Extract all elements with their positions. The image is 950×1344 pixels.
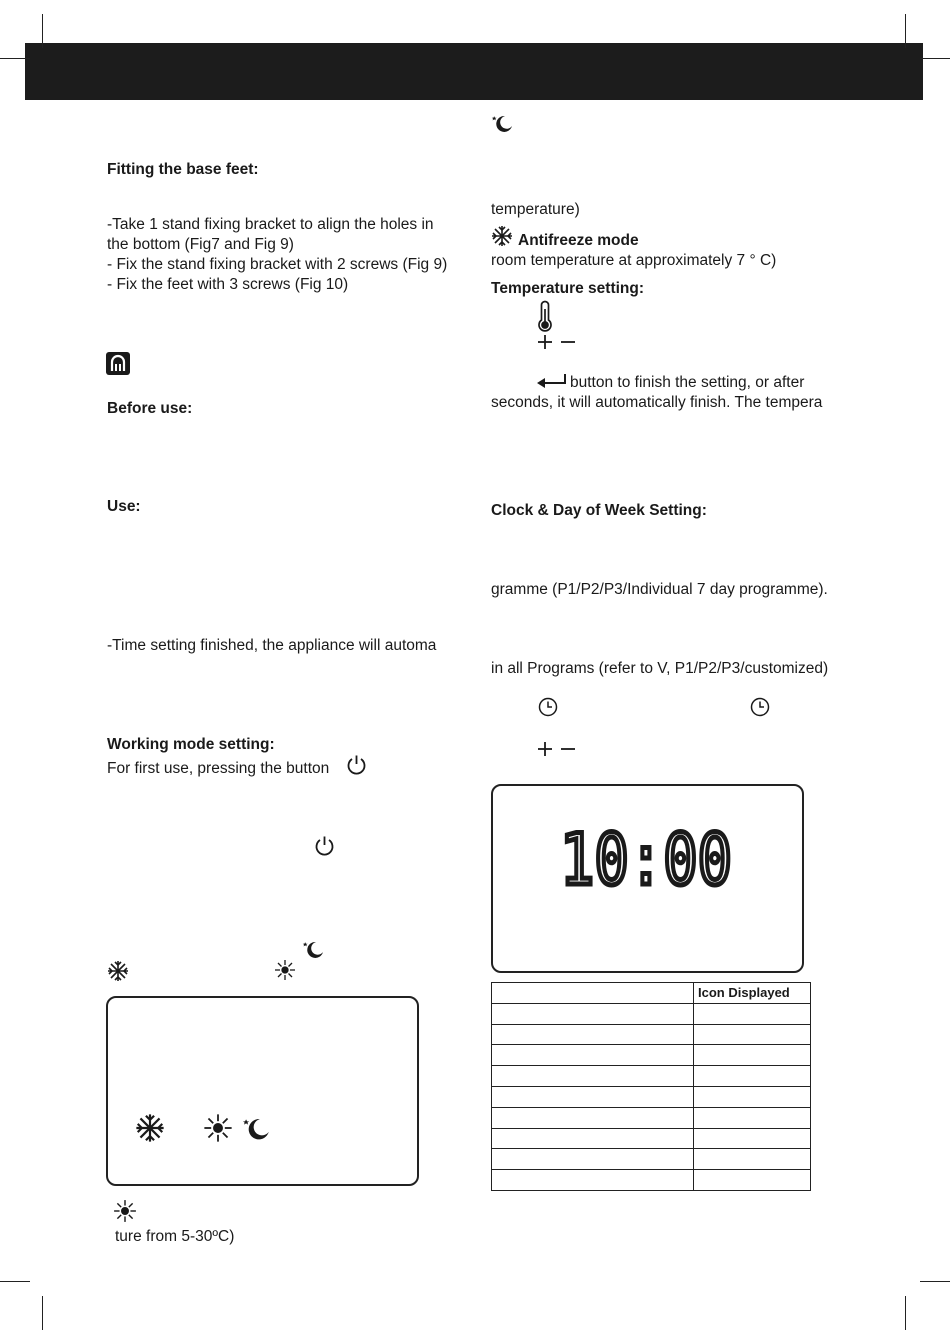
temperature-line: temperature) [491, 201, 580, 218]
fitting-step: the bottom (Fig7 and Fig 9) [107, 236, 294, 253]
fitting-step: -Take 1 stand fixing bracket to align the holes in [107, 216, 434, 233]
table-header-icon-displayed: Icon Displayed [694, 983, 811, 1004]
plus-icon [537, 334, 553, 350]
clock-heading: Clock & Day of Week Setting: [491, 502, 707, 519]
sun-icon [113, 1199, 137, 1223]
mode-display-panel [106, 996, 419, 1186]
moon-icon [302, 939, 324, 959]
crop-mark [920, 1281, 950, 1282]
moon-icon [491, 113, 513, 133]
table-row [492, 1003, 811, 1024]
fitting-step: - Fix the stand fixing bracket with 2 screws (Fig 9) [107, 256, 448, 273]
header-bar [25, 43, 923, 100]
working-mode-line: For first use, pressing the button [107, 760, 330, 777]
enter-line: button to finish the setting, or after [570, 374, 805, 391]
power-icon [346, 754, 367, 775]
temperature-range-line: ture from 5-30ºC) [115, 1228, 235, 1245]
snowflake-icon [135, 1113, 165, 1143]
table-row [492, 983, 811, 1004]
time-setting-line: -Time setting finished, the appliance will automa [107, 637, 437, 654]
table-row [492, 1024, 811, 1045]
fitting-step: - Fix the feet with 3 screws (Fig 10) [107, 276, 349, 293]
plus-icon [537, 741, 553, 757]
enter-line: seconds, it will automatically finish. The tempera [491, 394, 823, 411]
programs-line: in all Programs (refer to V, P1/P2/P3/customized) [491, 660, 829, 677]
use-heading: Use: [107, 498, 141, 515]
temp-setting-heading: Temperature setting: [491, 280, 645, 297]
table-cell [492, 983, 694, 1004]
antifreeze-heading: Antifreeze mode [518, 232, 639, 249]
snowflake-icon [491, 225, 513, 247]
table-row [492, 1170, 811, 1191]
clock-icon [538, 697, 558, 717]
lcd-time-digits [560, 819, 735, 901]
table-row [492, 1066, 811, 1087]
table-row [492, 1086, 811, 1107]
svg-text:10:00: 10:00 [560, 819, 732, 901]
crop-mark [0, 1281, 30, 1282]
thermometer-icon [535, 301, 555, 332]
crop-mark [905, 1296, 906, 1330]
sun-icon [203, 1113, 233, 1143]
table-row [492, 1128, 811, 1149]
table-row [492, 1149, 811, 1170]
table-row [492, 1107, 811, 1128]
crop-mark [920, 58, 950, 59]
crop-mark [0, 58, 30, 59]
working-mode-heading: Working mode setting: [107, 736, 275, 753]
icon-table [491, 982, 811, 1191]
table-row [492, 1045, 811, 1066]
moon-icon [242, 1115, 270, 1141]
fitting-heading: Fitting the base feet: [107, 161, 259, 178]
lcd-time [560, 819, 735, 901]
enter-arrow-icon [537, 374, 567, 388]
sun-icon [274, 959, 296, 981]
programme-line: gramme (P1/P2/P3/Individual 7 day programme). [491, 581, 828, 598]
before-use-heading: Before use: [107, 400, 193, 417]
minus-icon [560, 741, 576, 757]
plug-icon [106, 352, 130, 375]
crop-mark [42, 14, 43, 48]
antifreeze-line: room temperature at approximately 7 ° C) [491, 252, 777, 269]
minus-icon [560, 334, 576, 350]
power-icon [314, 835, 335, 856]
crop-mark [905, 14, 906, 48]
clock-icon [750, 697, 770, 717]
crop-mark [42, 1296, 43, 1330]
snowflake-icon [107, 960, 129, 982]
